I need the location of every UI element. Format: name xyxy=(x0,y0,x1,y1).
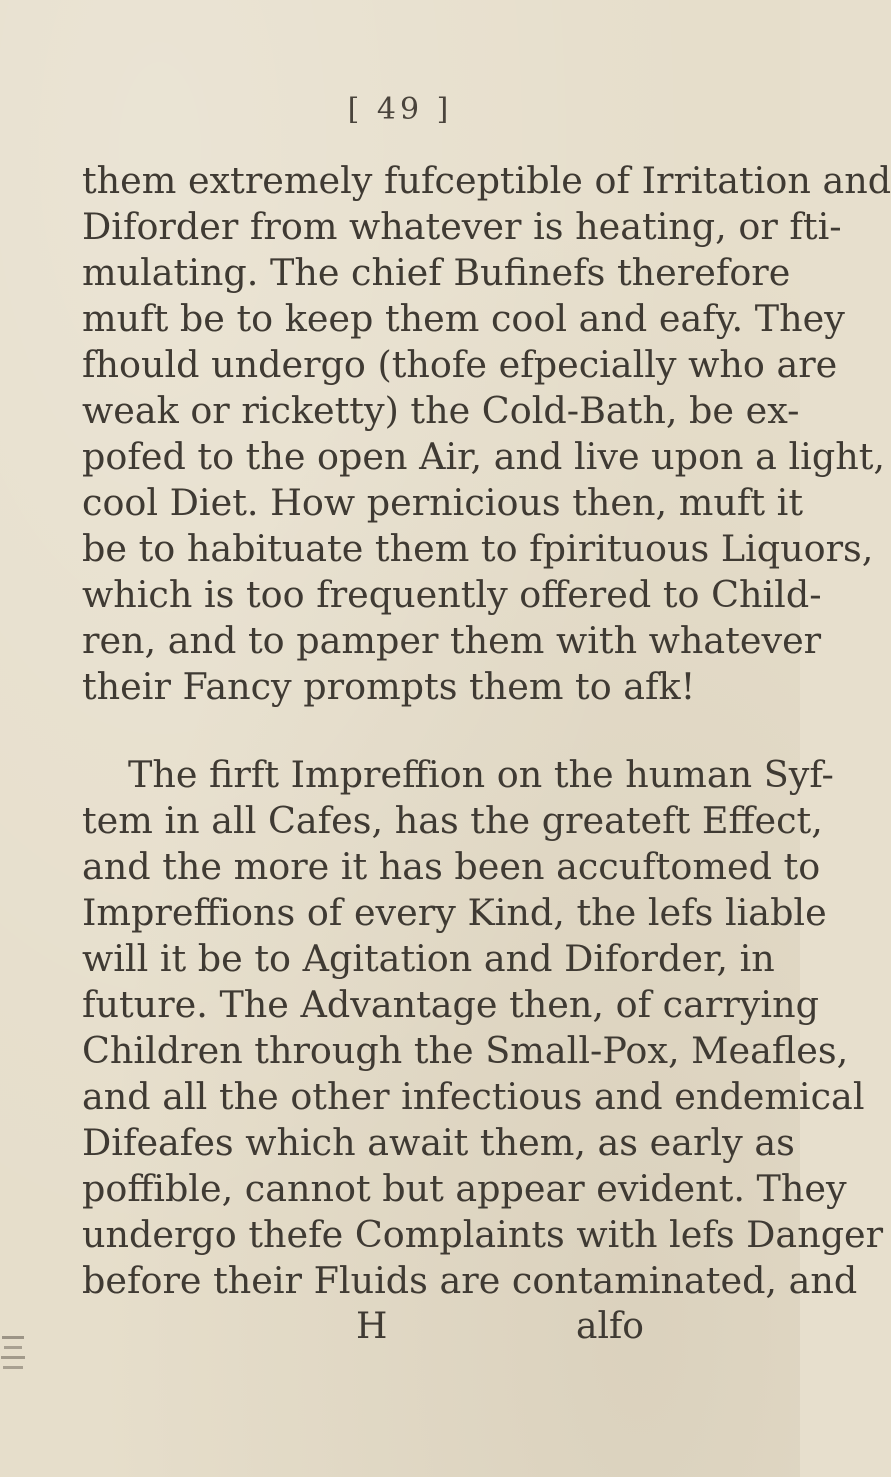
text-line: them extremely fufceptible of Irritation and xyxy=(82,159,891,202)
signature-mark: H xyxy=(356,1306,390,1347)
text-line: which is too frequently offered to Child- xyxy=(82,573,822,616)
text-line: their Fancy prompts them to afk! xyxy=(82,665,696,708)
text-line: before their Fluids are contaminated, and xyxy=(82,1259,858,1302)
text-line: poffible, cannot but appear evident. They xyxy=(82,1167,847,1210)
text-line: will it be to Agitation and Diforder, in xyxy=(82,937,775,980)
text-line: future. The Advantage then, of carrying xyxy=(82,983,819,1026)
text-line: Children through the Small-Pox, Meafles, xyxy=(82,1029,849,1072)
catchword: alfo xyxy=(576,1306,644,1347)
text-line: pofed to the open Air, and live upon a light, xyxy=(82,435,885,478)
text-line: be to habituate them to fpirituous Liquors, xyxy=(82,527,874,570)
text-line: Impreffions of every Kind, the lefs liable xyxy=(82,891,827,934)
text-line: and all the other infectious and endemical xyxy=(82,1075,865,1118)
text-line: cool Diet. How pernicious then, muft it xyxy=(82,481,803,524)
binding-edge-icon xyxy=(0,1330,40,1390)
text-line: ren, and to pamper them with whatever xyxy=(82,619,822,662)
text-line: Diforder from whatever is heating, or fti- xyxy=(82,205,842,248)
text-line: mulating. The chief Bufinefs therefore xyxy=(82,251,791,294)
text-line: weak or ricketty) the Cold-Bath, be ex- xyxy=(82,389,800,432)
text-line: fhould undergo (thofe efpecially who are xyxy=(82,343,838,386)
text-line: muft be to keep them cool and eafy. They xyxy=(82,297,845,340)
page-number: [ 49 ] xyxy=(347,92,453,127)
text-line: undergo thefe Complaints with lefs Danger xyxy=(82,1213,884,1256)
text-line: and the more it has been accuftomed to xyxy=(82,845,821,888)
text-line: Difeafes which await them, as early as xyxy=(82,1121,795,1164)
text-line: The firft Impreffion on the human Syf- xyxy=(128,753,834,796)
text-line: tem in all Cafes, has the greateft Effect, xyxy=(82,799,823,842)
